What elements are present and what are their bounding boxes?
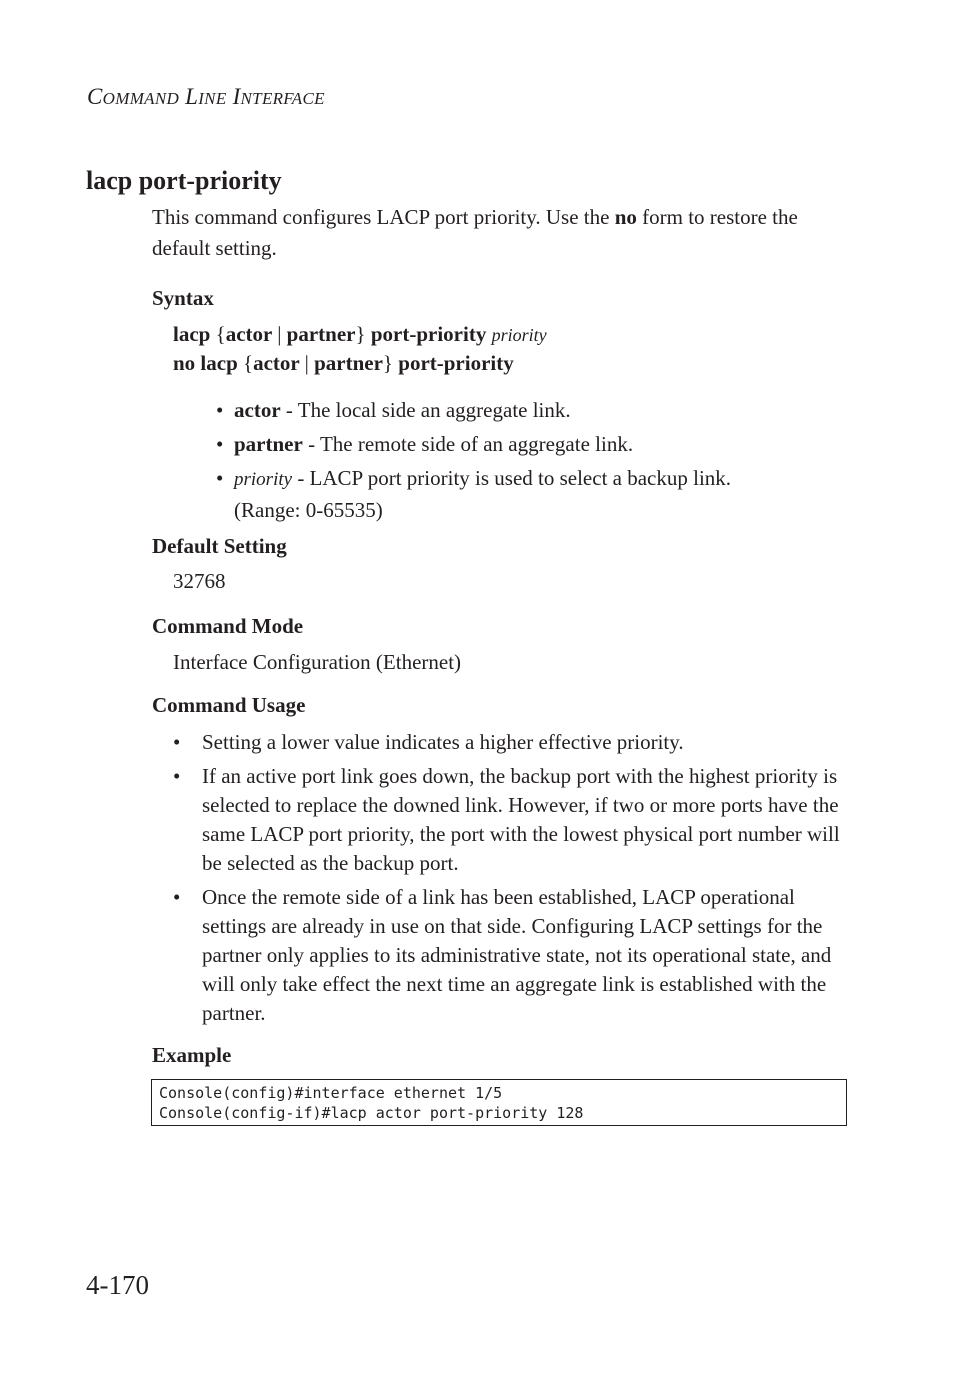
- command-mode-value: Interface Configuration (Ethernet): [173, 650, 462, 674]
- code-line: Console(config)#interface ethernet 1/5: [159, 1084, 503, 1102]
- default-setting-heading: Default Setting: [152, 534, 287, 558]
- default-setting-value: 32768: [173, 569, 226, 593]
- list-item: • Setting a lower value indicates a higher effective priority.: [173, 730, 684, 754]
- list-item: • priority - LACP port priority is used to select a backup link. (Range: 0-65535): [216, 466, 732, 522]
- no-keyword: no: [614, 205, 637, 229]
- list-item: • partner - The remote side of an aggregate link.: [216, 432, 634, 456]
- command-title: lacp port-priority: [86, 166, 282, 195]
- syntax-heading: Syntax: [152, 286, 214, 310]
- usage-list: [173, 728, 845, 1033]
- list-item: • Once the remote side of a link has been established, LACP operational settings are already in use on that side. Configuring LACP settings for the partner only applies to its administrative state, not its operational state, and will only take effect the next time an aggregate link is established with the partner.: [173, 885, 832, 1025]
- syntax-line-no: no lacp {actor | partner} port-priority: [173, 351, 514, 375]
- command-mode-heading: Command Mode: [152, 614, 304, 638]
- running-header: COMMAND LINE INTERFACE: [87, 84, 325, 109]
- parameter-list: [216, 395, 836, 529]
- list-item: • actor - The local side an aggregate link.: [216, 398, 571, 422]
- syntax-line-set: lacp {actor | partner} port-priority priority: [173, 322, 547, 346]
- example-heading: Example: [152, 1043, 232, 1067]
- code-example: [151, 1079, 847, 1126]
- code-line: Console(config-if)#lacp actor port-priority 128: [159, 1104, 584, 1122]
- command-description: This command configures LACP port priority. Use the no form to restore the default setting.: [152, 205, 798, 260]
- page-number: 4-170: [86, 1270, 149, 1300]
- command-usage-heading: Command Usage: [152, 693, 306, 717]
- list-item: • If an active port link goes down, the backup port with the highest priority is selected to replace the downed link. However, if two or more ports have the same LACP port priority, the port with the lowest physical port number will be selected as the backup port.: [173, 764, 840, 875]
